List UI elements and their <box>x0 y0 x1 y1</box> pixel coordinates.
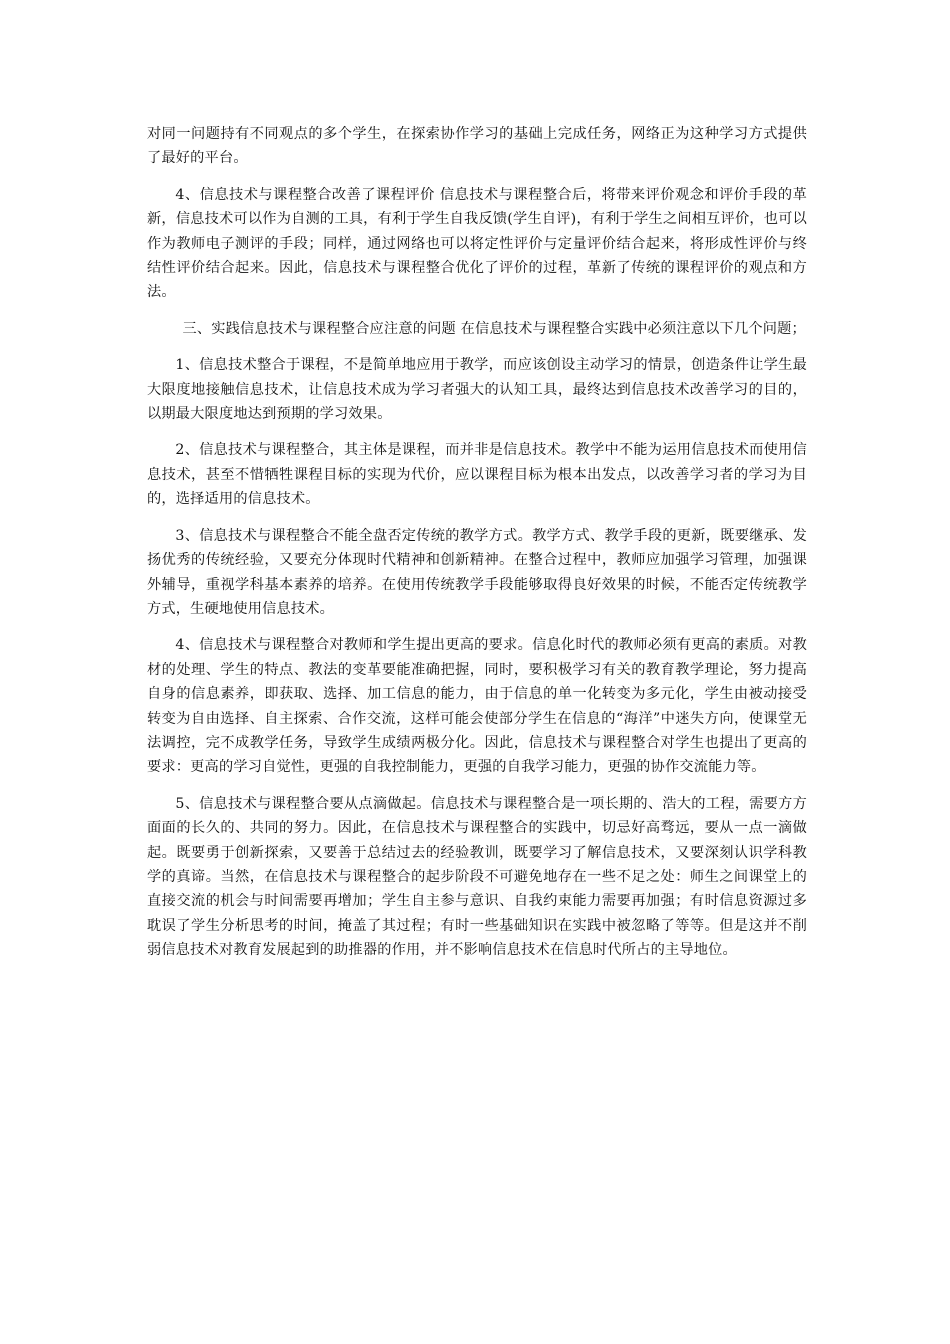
paragraph-point-3: 3、信息技术与课程整合不能全盘否定传统的教学方式。教学方式、教学手段的更新，既要继承、发扬优秀的传统经验，又要充分体现时代精神和创新精神。在整合过程中，教师应加强学习管理，加强课外辅导，重视学科基本素养的培养。在使用传统教学手段能够取得良好效果的时候，不能否定传统教学方式，生硬地使用信息技术。 <box>147 527 807 617</box>
document-body <box>147 122 807 975</box>
paragraph-point-5: 5、信息技术与课程整合要从点滴做起。信息技术与课程整合是一项长期的、浩大的工程，需要方方面面的长久的、共同的努力。因此，在信息技术与课程整合的实践中，切忌好高骛远，要从一点一滴做起。既要勇于创新探索，又要善于总结过去的经验教训，既要学习了解信息技术，又要深刻认识学科教学的真谛。当然，在信息技术与课程整合的起步阶段不可避免地存在一些不足之处：师生之间课堂上的直接交流的机会与时间需要再增加；学生自主参与意识、自我约束能力需要再加强；有时信息资源过多耽误了学生分析思考的时间，掩盖了其过程；有时一些基础知识在实践中被忽略了等等。但是这并不削弱信息技术对教育发展起到的助推器的作用，并不影响信息技术在信息时代所占的主导地位。 <box>147 795 807 959</box>
paragraph-continuation: 对同一问题持有不同观点的多个学生，在探索协作学习的基础上完成任务，网络正为这种学习方式提供了最好的平台。 <box>147 126 807 167</box>
paragraph-point-1: 1、信息技术整合于课程，不是简单地应用于教学，而应该创设主动学习的情景，创造条件让学生最大限度地接触信息技术，让信息技术成为学习者强大的认知工具，最终达到信息技术改善学习的目的，以期最大限度地达到预期的学习效果。 <box>147 357 807 423</box>
paragraph-point-2: 2、信息技术与课程整合，其主体是课程，而并非是信息技术。教学中不能为运用信息技术而使用信息技术，甚至不惜牺牲课程目标的实现为代价，应以课程目标为根本出发点，以改善学习者的学习为目的，选择适用的信息技术。 <box>147 442 807 508</box>
paragraph-point-4: 4、信息技术与课程整合对教师和学生提出更高的要求。信息化时代的教师必须有更高的素质。对教材的处理、学生的特点、教法的变革要能准确把握，同时，要积极学习有关的教育教学理论，努力提高自身的信息素养，即获取、选择、加工信息的能力，由于信息的单一化转变为多元化，学生由被动接受转变为自由选择、自主探索、合作交流，这样可能会使部分学生在信息的“海洋”中迷失方向，使课堂无法调控，完不成教学任务，导致学生成绩两极分化。因此，信息技术与课程整合对学生也提出了更高的要求：更高的学习自觉性，更强的自我控制能力，更强的自我学习能力，更强的协作交流能力等。 <box>147 637 807 776</box>
paragraph-course-evaluation: 4、信息技术与课程整合改善了课程评价 信息技术与课程整合后，将带来评价观念和评价手段的革新，信息技术可以作为自测的工具，有利于学生自我反馈(学生自评)，有利于学生之间相互评价，也可以作为教师电子测评的手段；同样，通过网络也可以将定性评价与定量评价结合起来，将形成性评价与终结性评价结合起来。因此，信息技术与课程整合优化了评价的过程，革新了传统的课程评价的观点和方法。 <box>147 186 807 301</box>
section-heading-three: 三、实践信息技术与课程整合应注意的问题 在信息技术与课程整合实践中必须注意以下几个问题； <box>182 320 806 337</box>
